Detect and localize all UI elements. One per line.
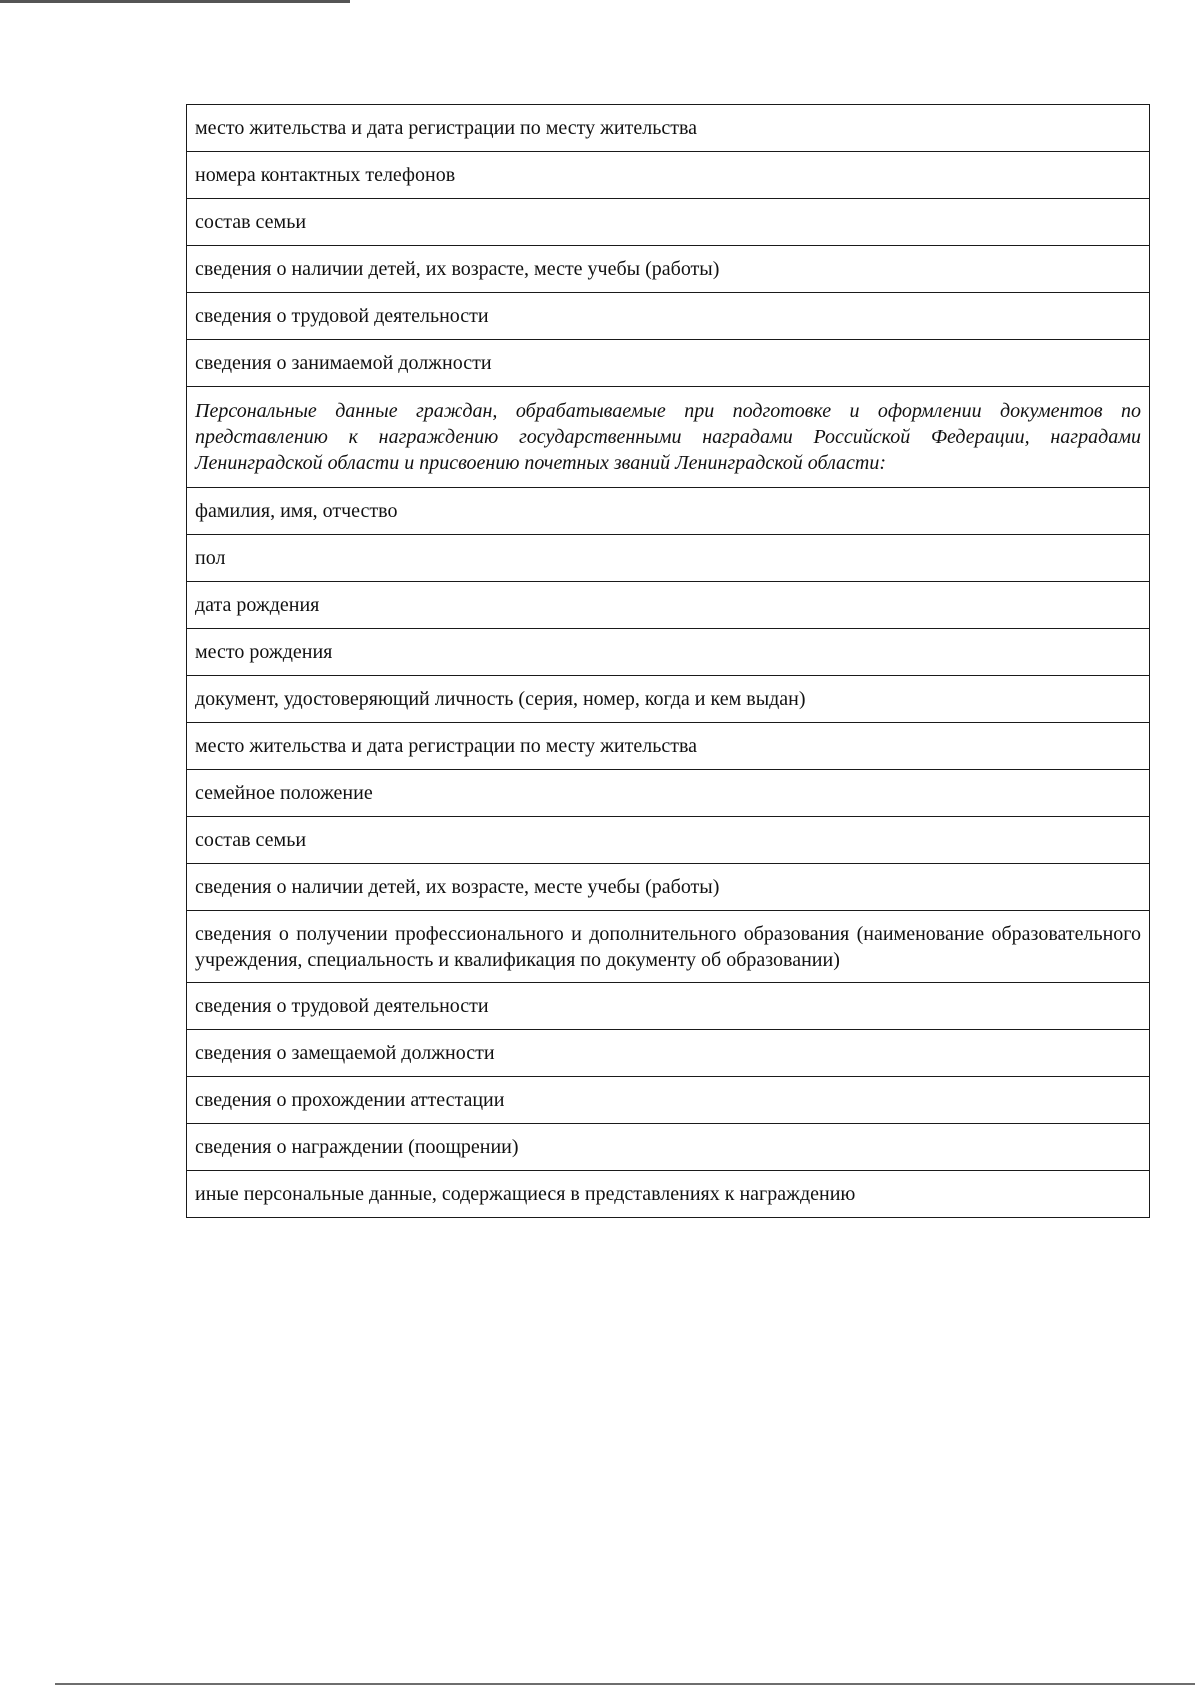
table-cell: сведения о трудовой деятельности xyxy=(187,983,1150,1030)
table-row xyxy=(187,340,1150,387)
table-cell: сведения о наличии детей, их возрасте, месте учебы (работы) xyxy=(187,864,1150,911)
table-cell: место жительства и дата регистрации по месту жительства xyxy=(187,723,1150,770)
table-row xyxy=(187,911,1150,983)
table-row xyxy=(187,1124,1150,1171)
table-row xyxy=(187,1030,1150,1077)
table-cell: сведения о занимаемой должности xyxy=(187,340,1150,387)
table-cell: сведения о замещаемой должности xyxy=(187,1030,1150,1077)
table-row xyxy=(187,199,1150,246)
table-cell: пол xyxy=(187,535,1150,582)
table-cell: документ, удостоверяющий личность (серия, номер, когда и кем выдан) xyxy=(187,676,1150,723)
table-cell: сведения о прохождении аттестации xyxy=(187,1077,1150,1124)
table-cell: фамилия, имя, отчество xyxy=(187,488,1150,535)
table-row xyxy=(187,629,1150,676)
table-row xyxy=(187,293,1150,340)
table-row xyxy=(187,1171,1150,1218)
table-cell: состав семьи xyxy=(187,817,1150,864)
table-row xyxy=(187,582,1150,629)
table-cell: семейное положение xyxy=(187,770,1150,817)
table-row xyxy=(187,105,1150,152)
table-cell: сведения о наличии детей, их возрасте, месте учебы (работы) xyxy=(187,246,1150,293)
section-heading-row xyxy=(187,387,1150,488)
scan-edge-bottom xyxy=(55,1683,1195,1685)
personal-data-table xyxy=(186,104,1150,1218)
table-row xyxy=(187,676,1150,723)
table-row xyxy=(187,864,1150,911)
section-heading: Персональные данные граждан, обрабатываемые при подготовке и оформлении документов по представлению к награждению государственными наградами Российской Федерации, наградами Ленинградской области и присвоению почетных званий Ленинградской области: xyxy=(187,387,1150,488)
table-row xyxy=(187,723,1150,770)
table-cell: иные персональные данные, содержащиеся в представлениях к награждению xyxy=(187,1171,1150,1218)
table-row xyxy=(187,535,1150,582)
table-cell: сведения о трудовой деятельности xyxy=(187,293,1150,340)
table-cell: сведения о награждении (поощрении) xyxy=(187,1124,1150,1171)
table-cell: место рождения xyxy=(187,629,1150,676)
table-row xyxy=(187,1077,1150,1124)
table-cell: сведения о получении профессионального и дополнительного образования (наименование образовательного учреждения, специальность и квалификация по документу об образовании) xyxy=(187,911,1150,983)
table-cell: место жительства и дата регистрации по месту жительства xyxy=(187,105,1150,152)
scan-edge-top xyxy=(0,0,350,3)
table-cell: дата рождения xyxy=(187,582,1150,629)
table-row xyxy=(187,152,1150,199)
table-row xyxy=(187,770,1150,817)
table-cell: номера контактных телефонов xyxy=(187,152,1150,199)
table-row xyxy=(187,983,1150,1030)
table-cell: состав семьи xyxy=(187,199,1150,246)
table-row xyxy=(187,817,1150,864)
table-row xyxy=(187,488,1150,535)
table-row xyxy=(187,246,1150,293)
